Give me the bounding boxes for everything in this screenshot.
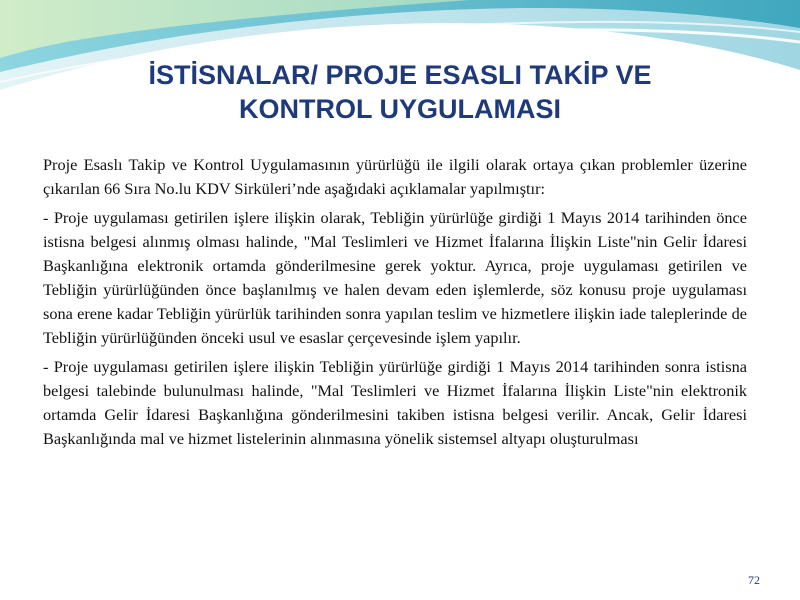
slide-body	[43, 153, 747, 456]
paragraph-bullet-2: - Proje uygulaması getirilen işlere ilişkin Tebliğin yürürlüğe girdiği 1 Mayıs 2014 tarihinden sonra istisna belgesi talebinde bulunulması halinde, "Mal Teslimleri ve Hizmet İfalarına İlişkin Liste"nin elektronik ortamda Gelir İdaresi Başkanlığına gönderilmesini takiben istisna belgesi verilir. Ancak, Gelir İdaresi Başkanlığında mal ve hizmet listelerinin alınmasına yönelik sistemsel altyapı oluşturulması	[43, 357, 747, 448]
slide-title	[60, 58, 740, 126]
slide-title-line-1: İSTİSNALAR/ PROJE ESASLI TAKİP VE	[148, 60, 652, 90]
paragraph-intro: Proje Esaslı Takip ve Kontrol Uygulamasının yürürlüğü ile ilgili olarak ortaya çıkan problemler üzerine çıkarılan 66 Sıra No.lu KDV Sirküleri’nde aşağıdaki açıklamalar yapılmıştır:	[43, 155, 747, 198]
slide-title-line-2: KONTROL UYGULAMASI	[239, 94, 561, 124]
page-number: 72	[748, 573, 760, 587]
paragraph-bullet-1: - Proje uygulaması getirilen işlere ilişkin olarak, Tebliğin yürürlüğe girdiği 1 Mayıs 2014 tarihinden önce istisna belgesi alınmış olması halinde, "Mal Teslimleri ve Hizmet İfalarına İlişkin Liste"nin Gelir İdaresi Başkanlığına elektronik ortamda gönderilmesine gerek yoktur. Ayrıca, proje uygulaması getirilen ve Tebliğin yürürlüğünden önce başlanılmış ve halen devam eden işlemlerde, söz konusu proje uygulaması sona erene kadar Tebliğin yürürlük tarihinden sonra yapılan teslim ve hizmetlere ilişkin iade taleplerinde de Tebliğin yürürlüğünden önceki usul ve esaslar çerçevesinde işlem yapılır.	[43, 208, 747, 347]
